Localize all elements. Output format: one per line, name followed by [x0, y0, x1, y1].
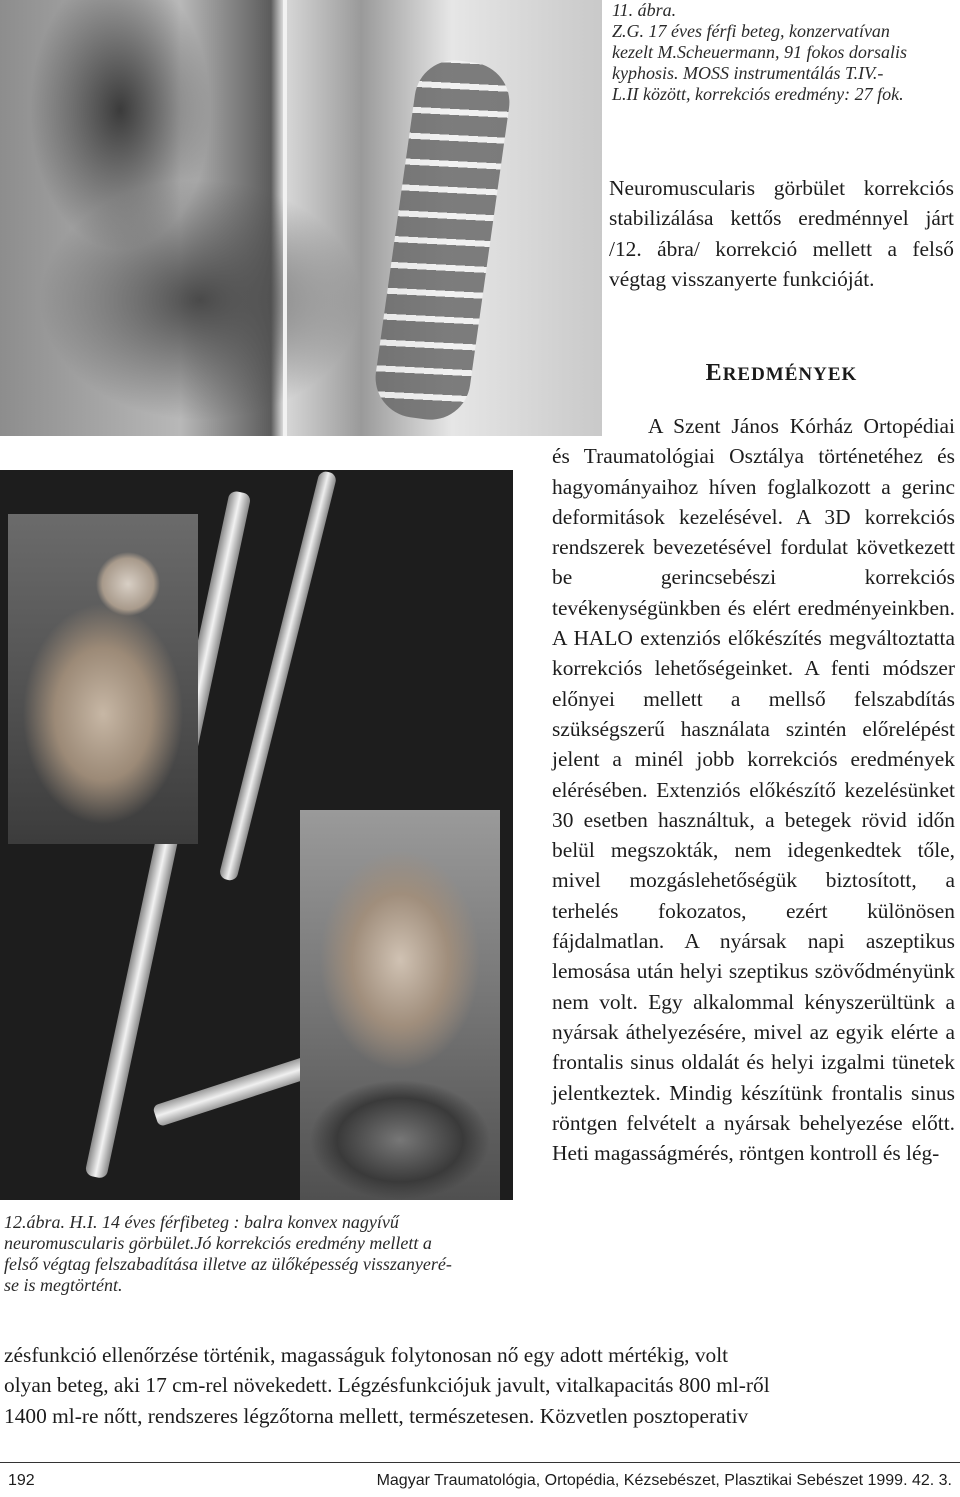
figure-11-caption-line: kyphosis. MOSS instrumentálás T.IV.-: [612, 63, 884, 83]
figure-12-patient-photo-before: [8, 514, 198, 844]
figure-11-caption-line: Z.G. 17 éves férfi beteg, konzervatívan: [612, 21, 890, 41]
figure-11-caption-line: L.II között, korrekciós eredmény: 27 fok.: [612, 84, 904, 104]
page-number: 192: [8, 1472, 35, 1489]
figure-12-caption-line: 12.ábra. H.I. 14 éves férfibeteg : balra konvex nagyívű: [4, 1212, 399, 1232]
figure-11-divider: [283, 0, 287, 436]
figure-12-caption-line: se is megtörtént.: [4, 1275, 123, 1295]
figure-12-caption: [4, 1212, 504, 1296]
figure-12-caption-line: felső végtag felszabadítása illetve az ülőképesség visszanyeré-: [4, 1254, 452, 1274]
section-heading-rest: REDMÉNYEK: [722, 364, 858, 385]
figure-12-caption-line: neuromuscularis görbület.Jó korrekciós eredmény mellett a: [4, 1233, 432, 1253]
results-paragraph: A Szent János Kórház Ortopédiai és Traumatológiai Osztálya történetéhez és hagyományaihoz híven foglalkozott a gerinc deformitások kezelésével. A 3D korrekciós rendszerek bevezetésével fordulat következett be gerincsebészi korrekciós tevékenységünkben és elért eredményeinkben. A HALO extenziós előkészítés megváltoztatta korrekciós lehetőségeinket. A fenti módszer előnyei mellett a mellső felszabdítás szükségszerű használata szintén előrelépést jelent a minél jobb korrekciós eredmények elérésében. Extenziós előkészítő kezelésünket 30 esetben használtuk, a betegek rövid időn belül megszokták, nem idegenkedtek tőle, mivel mozgáslehetőségük biztosított, a terhelés fokozatos, ezért különösen fájdalmatlan. A nyársak napi aszeptikus lemosása után helyi szeptikus szövődményünk nem volt. Egy alkalommal kényszerültünk a nyársak áthelyezésére, mivel az egyik elérte a frontalis sinus oldalát és helyi izgalmi tünetek jelentkeztek. Mindig készítünk frontalis sinus röntgen felvételt a nyársak behelyezése előtt. Heti magasságmérés, röntgen kontroll és lég-: [552, 414, 955, 1166]
section-heading-results: [609, 360, 954, 387]
continuation-paragraph: [4, 1340, 956, 1431]
figure-11-caption-line: kezelt M.Scheuermann, 91 fokos dorsalis: [612, 42, 907, 62]
footer-rule: [0, 1462, 960, 1463]
figure-12-composite: [0, 470, 513, 1200]
figure-11-caption: [612, 0, 957, 105]
continuation-line: olyan beteg, aki 17 cm-rel növekedett. Légzésfunkciójuk javult, vitalkapacitás 800 ml-ről: [4, 1373, 770, 1398]
continuation-line: 1400 ml-re nőtt, rendszeres légzőtorna mellett, természetesen. Közvetlen posztoperativ: [4, 1403, 749, 1428]
figure-11-xray: [0, 0, 602, 436]
neuromuscular-paragraph: Neuromuscularis görbület korrekciós stabilizálása kettős eredménnyel járt /12. ábra/ korrekció mellett a felső végtag visszanyerte funkcióját.: [609, 176, 954, 291]
continuation-line: zésfunkció ellenőrzése történik, magasságuk folytonosan nő egy adott mértékig, volt: [4, 1343, 729, 1367]
journal-citation: Magyar Traumatológia, Ortopédia, Kézsebészet, Plasztikai Sebészet 1999. 42. 3.: [376, 1472, 952, 1489]
figure-12-patient-photo-after: [300, 810, 500, 1200]
figure-11-spine-instrumentation: [370, 55, 514, 425]
figure-11-caption-line: 11. ábra.: [612, 0, 677, 20]
section-heading-initial: E: [705, 360, 723, 386]
